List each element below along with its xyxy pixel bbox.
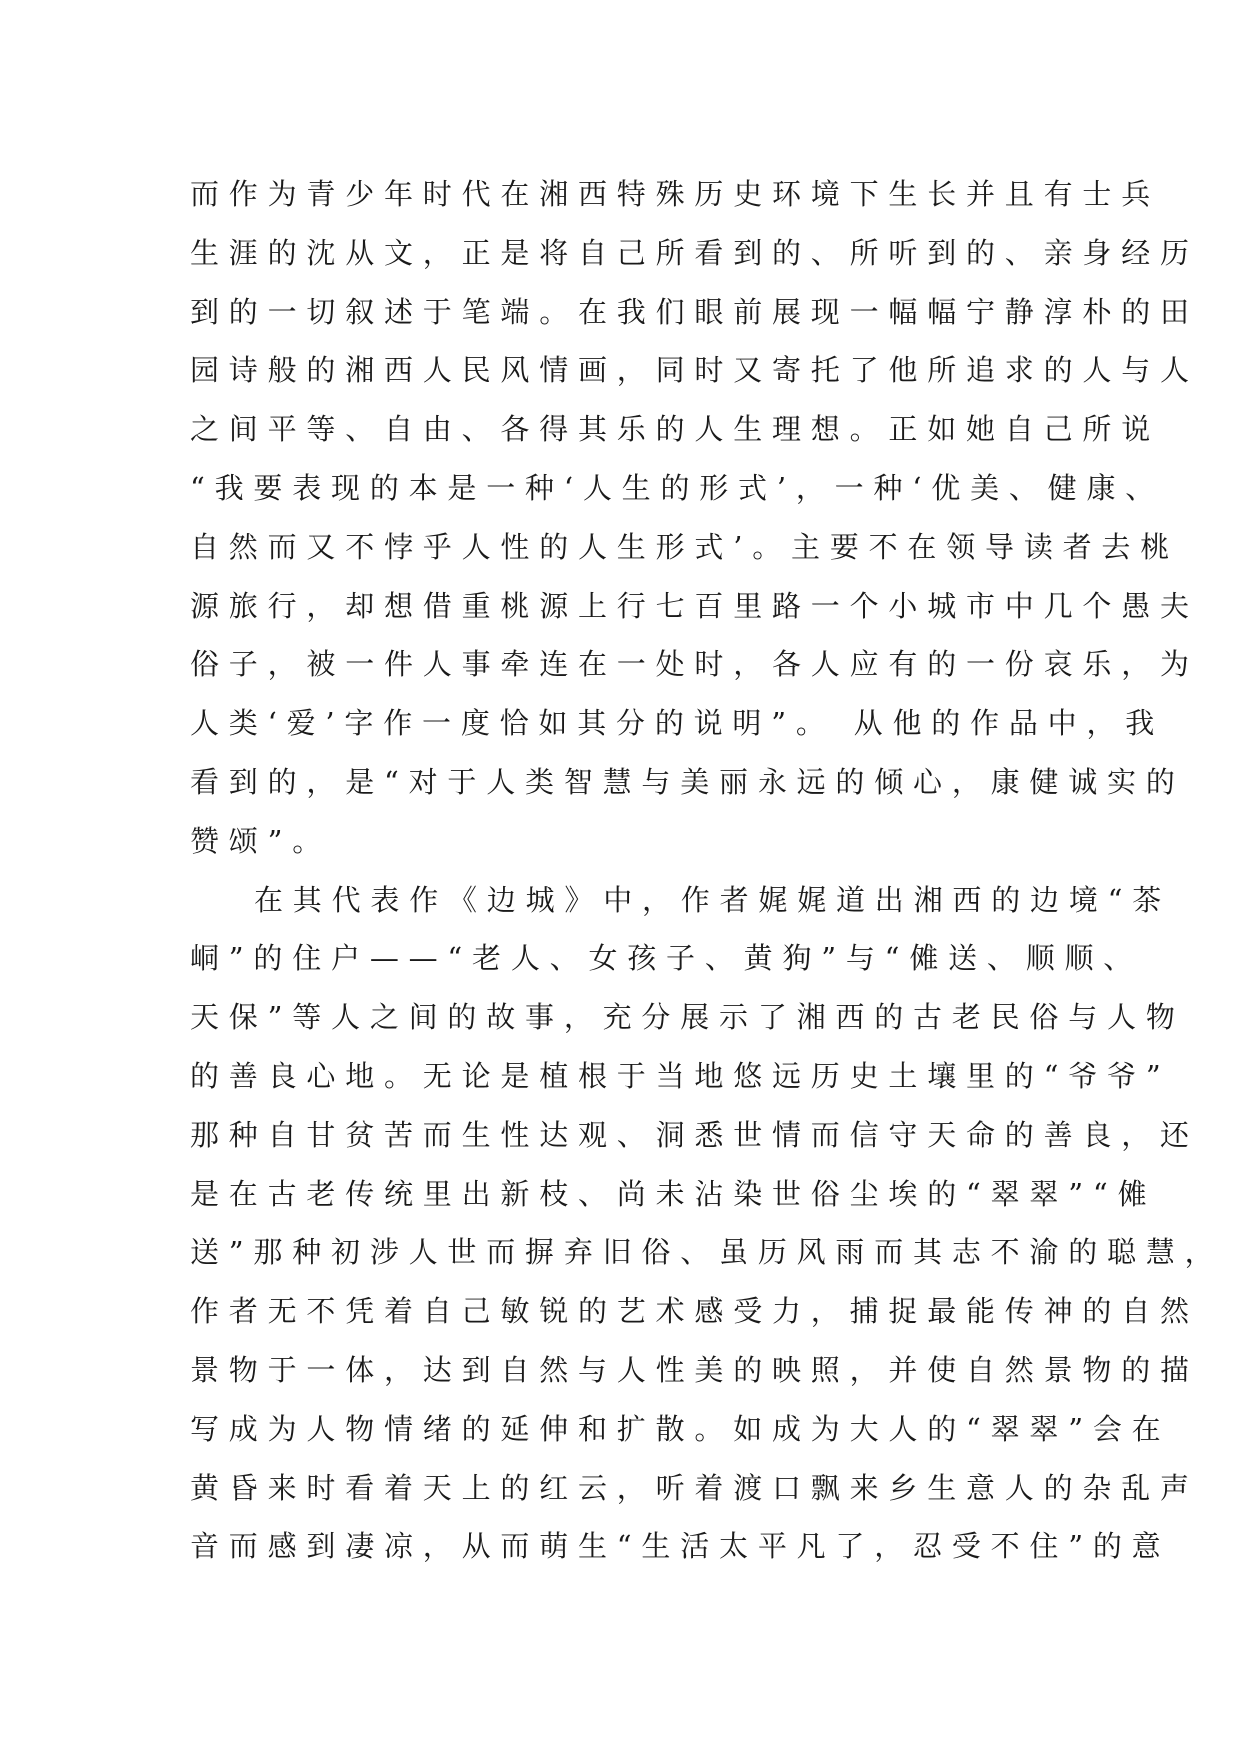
text-line: 源旅行，却想借重桃源上行七百里路一个小城市中几个愚夫: [190, 588, 1199, 623]
text-line: 生涯的沈从文，正是将自己所看到的、所听到的、亲身经历: [190, 235, 1199, 270]
text-line: 赞颂”。: [190, 823, 332, 858]
text-line: “我要表现的本是一种‘人生的形式’，一种‘优美、健康、: [190, 470, 1165, 505]
text-line: 人类‘爱’字作一度恰如其分的说明”。 从他的作品中，我: [190, 706, 1165, 741]
text-line: 俗子，被一件人事牵连在一处时，各人应有的一份哀乐，为: [190, 647, 1199, 682]
text-line: 送”那种初涉人世而摒弃旧俗、虽历风雨而其志不渝的聪慧，: [190, 1235, 1224, 1270]
text-line: 天保”等人之间的故事，充分展示了湘西的古老民俗与人物: [190, 1000, 1185, 1035]
text-line: 是在古老传统里出新枝、尚未沾染世俗尘埃的“翠翠”“傩: [190, 1176, 1157, 1211]
body-text: [190, 165, 1224, 1576]
text-line: 园诗般的湘西人民风情画，同时又寄托了他所追求的人与人: [190, 353, 1199, 388]
text-line: 景物于一体，达到自然与人性美的映照，并使自然景物的描: [190, 1352, 1199, 1387]
text-line: 看到的，是“对于人类智慧与美丽永远的倾心，康健诚实的: [190, 764, 1185, 799]
text-line: 黄昏来时看着天上的红云，听着渡口飘来乡生意人的杂乱声: [190, 1470, 1199, 1505]
text-line: 峒”的住户——“老人、女孩子、黄狗”与“傩送、顺顺、: [190, 941, 1143, 976]
text-line: 自然而又不悖乎人性的人生形式’。主要不在领导读者去桃: [190, 529, 1180, 564]
text-line: 写成为人物情绪的延伸和扩散。如成为大人的“翠翠”会在: [190, 1411, 1171, 1446]
text-line: 在其代表作《边城》中，作者娓娓道出湘西的边境“茶: [254, 882, 1172, 917]
text-line: 那种自甘贫苦而生性达观、洞悉世情而信守天命的善良，还: [190, 1117, 1199, 1152]
text-line: 而作为青少年时代在湘西特殊历史环境下生长并且有士兵: [190, 177, 1161, 211]
text-line: 之间平等、自由、各得其乐的人生理想。正如她自己所说: [190, 412, 1161, 447]
text-line: 音而感到凄凉，从而萌生“生活太平凡了，忍受不住”的意: [190, 1529, 1171, 1564]
text-line: 作者无不凭着自己敏锐的艺术感受力，捕捉最能传神的自然: [190, 1294, 1199, 1329]
text-line: 的善良心地。无论是植根于当地悠远历史土壤里的“爷爷”: [190, 1058, 1171, 1093]
text-line: 到的一切叙述于笔端。在我们眼前展现一幅幅宁静淳朴的田: [190, 294, 1199, 329]
